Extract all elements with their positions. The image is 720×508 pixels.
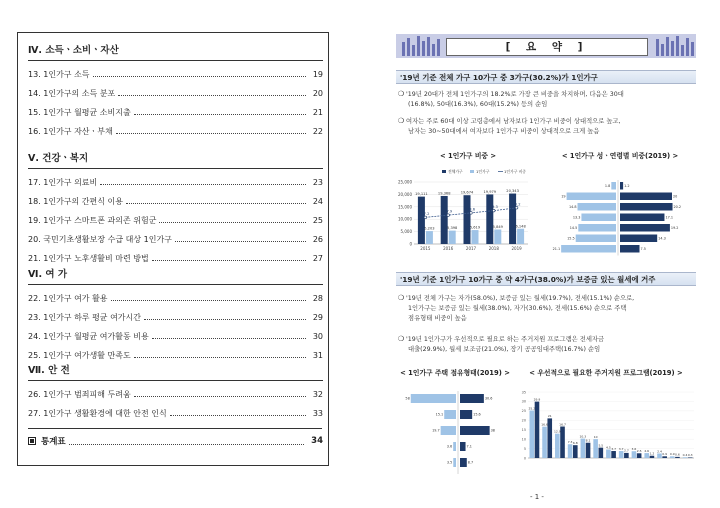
data-label: 0.3 <box>687 453 693 458</box>
bar-all-households <box>568 444 573 458</box>
data-label: 14.3 <box>658 236 666 241</box>
bar-all-households <box>542 427 547 458</box>
section-rule <box>28 168 323 169</box>
bar-all-households <box>644 453 649 458</box>
data-label: 15.6 <box>473 412 481 417</box>
bar-all-households <box>657 453 662 458</box>
toc-item[interactable]: 19. 1인가구 스마트폰 과의존 위험군 25 <box>28 211 323 230</box>
data-label: 19.7 <box>432 428 440 433</box>
data-label: 1.2 <box>649 451 655 456</box>
data-label: 4.5 <box>606 445 611 450</box>
bar-left <box>581 214 616 222</box>
summary-title: [ 요 약 ] <box>446 38 648 56</box>
leader-dots <box>100 174 306 185</box>
x-tick-label: 2017 <box>465 246 477 251</box>
bar-all-households <box>453 458 456 467</box>
bar-single-households <box>650 456 655 458</box>
y-tick-label: 0 <box>409 241 412 247</box>
toc-section-title: Ⅴ. 건강ㆍ복지 <box>28 153 89 164</box>
chart-3-title: < 1인가구 주택 점유형태(2019) > <box>400 369 510 377</box>
y-tick-label: 5 <box>523 446 526 451</box>
data-label: 5,203 <box>424 226 435 231</box>
headline-2: '19년 기준 1인가구 10가구 중 약 4가구(38.0%)가 보증금 있는 월세에 거주 <box>396 272 696 286</box>
bar-single-households <box>472 230 479 244</box>
bar-all-households <box>453 442 456 451</box>
leader-dots <box>152 328 306 339</box>
data-label: 30.6 <box>484 396 493 401</box>
data-label: 12.9 <box>553 429 561 434</box>
chart-single-household-ratio <box>396 160 536 265</box>
toc-section <box>28 43 323 136</box>
bar-left <box>611 182 616 190</box>
data-label: 16.7 <box>559 422 566 427</box>
data-label: 13.3 <box>572 215 581 220</box>
toc-item[interactable]: 14. 1인가구의 소득 분포 20 <box>28 84 323 103</box>
chart-housing-tenure <box>396 378 514 478</box>
paragraph-4: ❍ '19년 1인가구가 우선적으로 필요로 하는 주거지원 프로그램은 전세자금 대출(29.9%), 월세 보조금(21.0%), 장기 공공임대주택(16.7%) 순임 <box>398 335 605 353</box>
bar-total-households <box>464 195 471 244</box>
data-label: 15.1 <box>435 412 444 417</box>
y-tick-label: 35 <box>521 390 526 395</box>
ratio-label: 27.9 <box>444 209 453 214</box>
leader-dots <box>144 309 306 320</box>
bar-single-households <box>460 410 472 419</box>
data-label: 19,979 <box>483 189 497 194</box>
ratio-point <box>447 214 450 217</box>
bar-single-households <box>675 457 680 458</box>
toc-items <box>28 385 323 423</box>
y-tick-label: 0 <box>523 456 526 461</box>
y-tick-label: 15,000 <box>398 204 412 210</box>
x-tick-label: 2016 <box>443 246 454 251</box>
data-label: 3.7 <box>618 446 624 451</box>
x-tick-label: 2018 <box>488 246 499 251</box>
y-tick-label: 10,000 <box>398 216 412 222</box>
data-label: 19,674 <box>460 190 474 195</box>
toc-section <box>28 267 323 360</box>
bar-single-households <box>426 231 433 244</box>
bar-all-households <box>606 450 611 458</box>
leader-dots <box>69 438 304 445</box>
toc-stats-item[interactable]: 통계표 34 <box>28 433 323 449</box>
leader-dots <box>134 386 306 397</box>
data-label: 19,368 <box>437 191 451 196</box>
leader-dots <box>126 193 306 204</box>
data-label: 20 <box>673 194 678 199</box>
bar-single-households <box>460 394 484 403</box>
data-label: 0.4 <box>682 453 688 458</box>
y-tick-label: 20,000 <box>398 191 412 197</box>
bar-all-households <box>632 451 637 458</box>
square-bullet-icon <box>28 437 36 445</box>
bar-single-households <box>460 426 490 435</box>
data-label: 2.7 <box>623 448 629 453</box>
ratio-point <box>470 212 473 215</box>
toc-section <box>28 363 323 418</box>
bar-all-households <box>683 457 688 458</box>
data-label: 21 <box>547 414 552 419</box>
data-label: 5,849 <box>492 224 503 229</box>
bar-total-households <box>418 197 425 244</box>
circle-bullet-icon: ❍ <box>398 335 405 343</box>
ratio-label: 29.3 <box>489 205 498 210</box>
bar-all-households <box>529 410 534 458</box>
data-label: 5.5 <box>598 443 604 448</box>
bar-single-households <box>637 453 642 458</box>
data-label: 1.8 <box>604 184 611 188</box>
data-label: 15.5 <box>567 236 575 241</box>
data-label: 7.1 <box>466 444 472 449</box>
data-label: 3.6 <box>446 444 453 449</box>
toc-items <box>28 289 323 365</box>
chart-1-title: < 1인가구 비중 > <box>439 152 497 160</box>
toc-section-title: Ⅵ. 여 가 <box>28 269 68 280</box>
data-label: 7.5 <box>640 247 646 251</box>
stripe-decoration-icon <box>656 36 696 56</box>
bar-all-households <box>444 410 456 419</box>
leader-dots <box>134 104 306 115</box>
stripe-decoration-icon <box>402 36 442 56</box>
data-label: 5,619 <box>469 225 481 230</box>
leader-dots <box>116 123 306 134</box>
y-tick-label: 15 <box>521 428 526 433</box>
summary-banner <box>396 34 696 58</box>
bar-all-households <box>441 426 456 435</box>
data-label: 19,111 <box>415 192 428 197</box>
circle-bullet-icon: ❍ <box>398 90 405 98</box>
chart-4-title: < 우선적으로 필요한 주거지원 프로그램(2019) > <box>529 369 683 377</box>
bar-single-households <box>535 402 540 458</box>
data-label: 6,148 <box>515 224 526 229</box>
toc-item[interactable]: 23. 1인가구 하루 평균 여가시간 29 <box>28 308 323 327</box>
bar-single-households <box>662 456 667 458</box>
ratio-point <box>515 206 518 209</box>
bar-left <box>567 193 616 201</box>
bar-left <box>561 245 616 253</box>
bar-single-households <box>449 231 456 244</box>
data-label: 16.6 <box>541 422 548 427</box>
toc-section-title: Ⅳ. 소득ㆍ소비ㆍ자산 <box>28 45 119 56</box>
data-label: 2.5 <box>636 449 642 454</box>
bar-total-households <box>441 196 448 244</box>
data-label: 8.7 <box>467 460 474 465</box>
y-tick-label: 25 <box>521 409 526 414</box>
y-tick-label: 10 <box>521 437 526 442</box>
toc-item[interactable]: 15. 1인가구 월평균 소비지출 21 <box>28 103 323 122</box>
data-label: 14.5 <box>569 226 578 230</box>
bar-single-households <box>494 229 501 244</box>
bar-right <box>620 193 672 201</box>
bar-right <box>620 182 623 190</box>
bar-single-households <box>624 453 629 458</box>
paragraph-1: ❍ '19년 20대가 전체 1인가구의 18.2%로 가장 큰 비중을 차지하며, 다음은 30대 (16.8%), 50대(16.3%), 60대(15.2%) 등의 순임 <box>398 90 624 108</box>
data-label: 0.9 <box>662 452 668 457</box>
data-label: 0.9 <box>669 452 675 457</box>
bar-single-households <box>460 442 466 451</box>
leader-dots <box>134 347 306 358</box>
data-label: 10.3 <box>579 434 587 439</box>
data-label: 20.2 <box>673 205 682 209</box>
chart-2-title: < 1인가구 성ㆍ연령별 비중(2019) > <box>561 152 679 160</box>
bar-all-households <box>670 456 675 458</box>
y-tick-label: 30 <box>521 399 526 404</box>
toc-item[interactable]: 25. 1인가구 여가생활 만족도 31 <box>28 346 323 365</box>
bar-right <box>620 214 664 222</box>
leader-dots <box>118 85 306 96</box>
ratio-label: 27.2 <box>421 211 430 216</box>
bar-right <box>620 235 657 243</box>
bar-all-households <box>619 451 624 458</box>
section-rule <box>28 284 323 285</box>
bar-single-households <box>560 427 565 458</box>
leader-dots <box>159 212 306 223</box>
paragraph-2: ❍ 여자는 주로 60대 이상 고령층에서 남자보다 1인가구 비중이 상대적으로 높고, 남자는 30~50대에서 여자보다 1인가구 비중이 상대적으로 크게 높음 <box>398 117 621 135</box>
bar-right <box>620 203 673 211</box>
bar-right <box>620 224 670 232</box>
bar-single-households <box>611 451 616 458</box>
stats-rule <box>28 428 322 429</box>
data-label: 5,398 <box>447 226 458 231</box>
headline-1: '19년 기준 전체 가구 10가구 중 3가구(30.2%)가 1인가구 <box>396 70 696 84</box>
toc-item[interactable]: 24. 1인가구 월평균 여가활동 비용 30 <box>28 327 323 346</box>
toc-item[interactable]: 16. 1인가구 자산ㆍ부채 22 <box>28 122 323 141</box>
data-label: 14.8 <box>568 205 577 209</box>
toc-item[interactable]: 18. 1인가구의 간편식 이용 24 <box>28 192 323 211</box>
data-label: 19 <box>561 194 566 199</box>
leader-dots <box>175 231 306 242</box>
paragraph-3: ❍ '19년 전체 가구는 자가(58.0%), 보증금 있는 월세(19.7%), 전세(15.1%) 순으로, 1인가구는 보증금 있는 월세(38.0%), 자가(30.6%), 전세(15.6%) 순으로 주택 점유형태 비중이 높음 <box>398 294 635 322</box>
toc-item[interactable]: 13. 1인가구 소득 19 <box>28 65 323 84</box>
data-label: 1.2 <box>624 184 630 188</box>
y-tick-label: 5,000 <box>400 229 412 235</box>
section-rule <box>28 60 323 61</box>
chart-sex-age-ratio <box>540 160 696 265</box>
x-tick-label: 2019 <box>511 246 522 251</box>
bar-single-households <box>599 448 604 458</box>
toc-section-title: Ⅶ. 안 전 <box>28 365 70 376</box>
ratio-label: 30.2 <box>512 202 521 207</box>
data-label: 29.9 <box>533 397 541 402</box>
legend-label: 1인가구 <box>476 169 490 174</box>
ratio-point <box>493 209 496 212</box>
leader-dots <box>152 250 306 261</box>
ratio-point <box>424 216 427 219</box>
bar-left <box>578 224 616 232</box>
bar-total-households <box>486 194 493 244</box>
bar-single-households <box>547 418 552 458</box>
data-label: 3.5 <box>446 460 453 465</box>
toc-item[interactable]: 20. 국민기초생활보장 수급 대상 1인가구 26 <box>28 230 323 249</box>
toc-item[interactable]: 27. 1인가구 생활환경에 대한 안전 인식 33 <box>28 404 323 423</box>
bar-left <box>576 235 616 243</box>
bar-total-households <box>509 194 516 244</box>
legend-swatch <box>442 170 446 173</box>
data-label: 19.2 <box>670 226 679 230</box>
toc-items <box>28 65 323 141</box>
toc-item[interactable]: 26. 1인가구 범죄피해 두려움 32 <box>28 385 323 404</box>
bar-all-households <box>555 434 560 458</box>
circle-bullet-icon: ❍ <box>398 117 405 125</box>
data-label: 25.2 <box>528 406 536 411</box>
legend-label: 전체가구 <box>448 169 463 174</box>
data-label: 8.1 <box>585 438 591 443</box>
bar-left <box>578 203 616 211</box>
table-of-contents <box>17 32 329 466</box>
ratio-label: 28.6 <box>466 207 476 212</box>
legend-label: 1인가구 비중 <box>504 169 526 174</box>
toc-section <box>28 151 323 263</box>
leader-dots <box>93 66 306 77</box>
y-tick-label: 20 <box>521 418 526 423</box>
bar-right <box>620 245 640 253</box>
bar-all-households <box>593 439 598 458</box>
chart-housing-support <box>516 378 698 478</box>
toc-item[interactable]: 22. 1인가구 여가 활용 28 <box>28 289 323 308</box>
data-label: 20,343 <box>506 189 519 194</box>
data-label: 0.6 <box>675 452 680 457</box>
data-label: 3.6 <box>631 447 637 452</box>
toc-item[interactable]: 17. 1인가구 의료비 23 <box>28 173 323 192</box>
data-label: 58 <box>405 396 410 401</box>
leader-dots <box>111 290 306 301</box>
data-label: 38 <box>490 428 495 433</box>
y-tick-label: 25,000 <box>398 179 412 185</box>
data-label: 10 <box>593 434 598 439</box>
bar-all-households <box>581 439 586 458</box>
data-label: 21.1 <box>552 247 561 251</box>
bar-single-households <box>573 445 578 458</box>
data-label: 6.8 <box>572 440 578 445</box>
data-label: 2.4 <box>657 449 662 454</box>
page-number: - 1 - <box>530 493 544 501</box>
bar-single-households <box>586 443 591 458</box>
toc-items <box>28 173 323 268</box>
bar-single-households <box>517 229 524 244</box>
bar-all-households <box>411 394 456 403</box>
bar-single-households <box>688 457 693 458</box>
bar-single-households <box>460 458 467 467</box>
data-label: 3.7 <box>611 446 616 451</box>
data-label: 7.3 <box>567 440 573 445</box>
section-rule <box>28 380 323 381</box>
x-tick-label: 2015 <box>420 246 431 251</box>
data-label: 2.6 <box>644 448 650 453</box>
circle-bullet-icon: ❍ <box>398 294 405 302</box>
legend-swatch <box>470 170 474 173</box>
data-label: 17.1 <box>665 215 674 220</box>
toc-item[interactable]: 21. 1인가구 노후생활비 마련 방법 27 <box>28 249 323 268</box>
leader-dots <box>170 405 306 416</box>
